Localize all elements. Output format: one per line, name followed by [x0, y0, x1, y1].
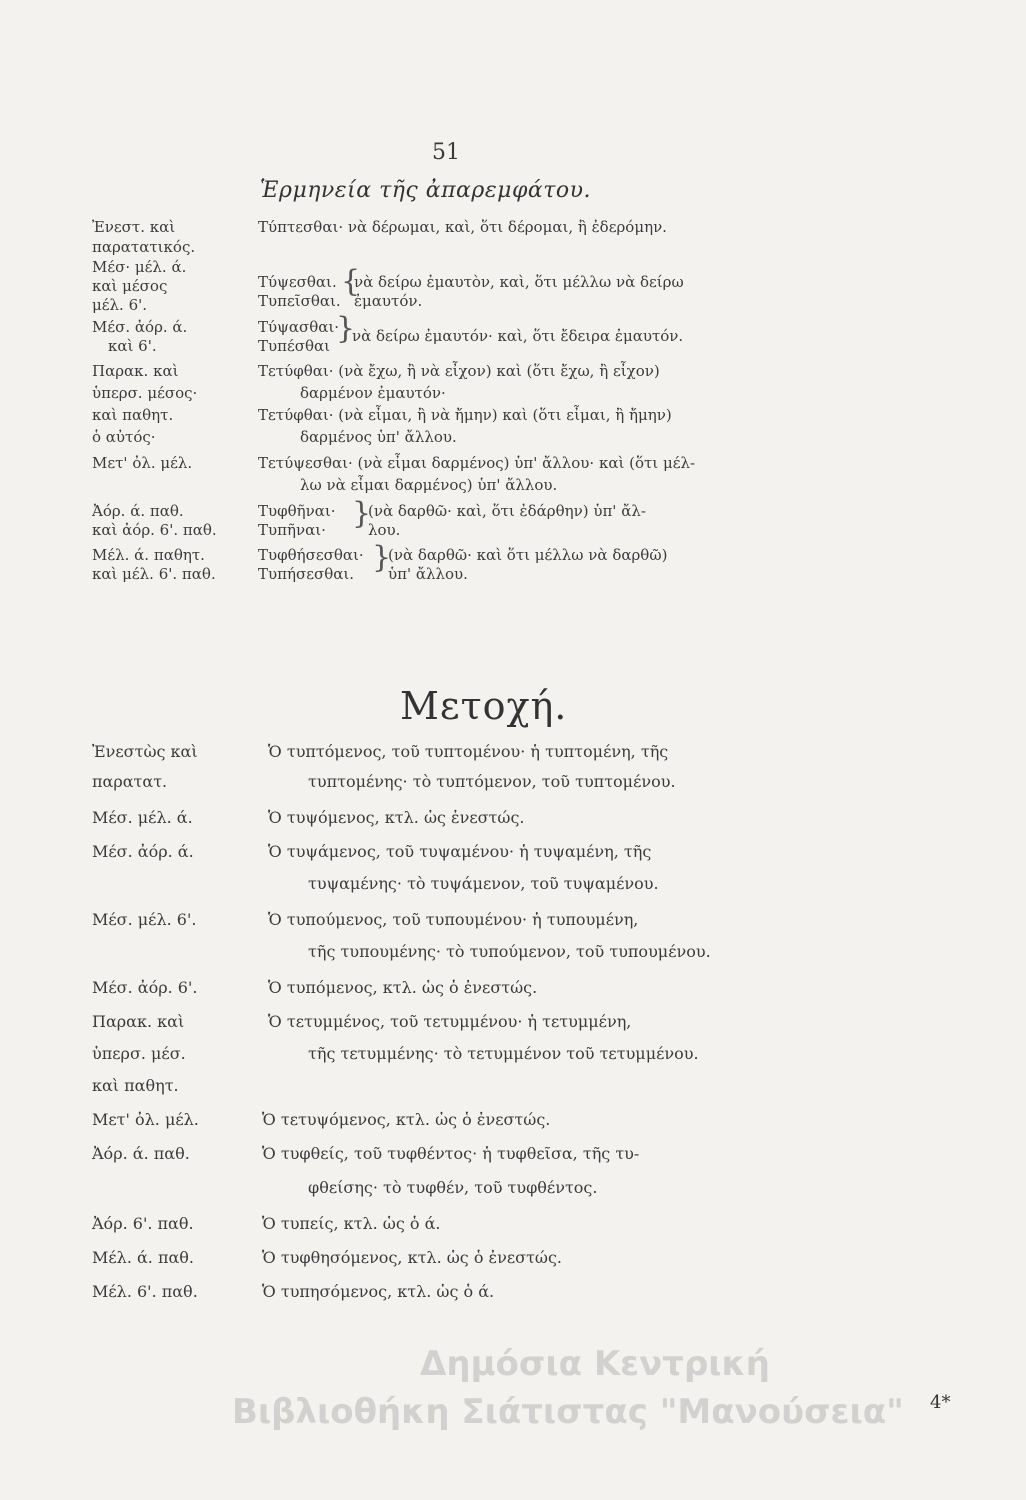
row-label: ὑπερσ. μέσος·: [92, 384, 198, 402]
brace-mark: }: [372, 540, 392, 575]
row-label: Μέσ· μέλ. ά.: [92, 258, 187, 276]
row-label: Ἐνεστὼς καὶ: [92, 742, 198, 761]
row-text: Ὁ τυφθείς, τοῦ τυφθέντος· ἡ τυφθεῖσα, τῆς τυ-: [262, 1144, 640, 1163]
row-label: Μέσ. ἀόρ. ά.: [92, 318, 188, 336]
row-label: καὶ μέσος: [92, 277, 168, 295]
row-text: Τύπτεσθαι· νὰ δέρωμαι, καὶ, ὅτι δέρομαι, ἢ ἐδερόμην.: [258, 218, 667, 236]
row-text: λου.: [368, 521, 401, 539]
row-text: Ὁ τυπτόμενος, τοῦ τυπτομένου· ἡ τυπτομένη, τῆς: [268, 742, 669, 761]
row-label: μέλ. 6'.: [92, 296, 147, 314]
row-label: καὶ ἀόρ. 6'. παθ.: [92, 521, 217, 539]
row-text: τυψαμένης· τὸ τυψάμενον, τοῦ τυψαμένου.: [308, 874, 659, 893]
section-title: Ἑρμηνεία τῆς ἀπαρεμφάτου.: [260, 178, 591, 203]
row-label: ὁ αὐτός·: [92, 428, 156, 446]
row-label: Μετ' ὀλ. μέλ.: [92, 1110, 199, 1129]
row-label: Μέσ. ἀόρ. ά.: [92, 842, 194, 861]
row-label: Μέλ. ά. παθ.: [92, 1248, 194, 1267]
row-label: Μέσ. μέλ. 6'.: [92, 910, 197, 929]
brace-mark: }: [336, 311, 356, 346]
row-label: Μετ' ὀλ. μέλ.: [92, 454, 193, 472]
library-watermark-line2: Βιβλιοθήκη Σιάτιστας "Μανούσεια": [232, 1392, 904, 1432]
row-text: νὰ δείρω ἐμαυτόν· καὶ, ὅτι ἔδειρα ἐμαυτόν.: [352, 327, 684, 345]
row-text: Τετύψεσθαι· (νὰ εἶμαι δαρμένος) ὑπ' ἄλλου· καὶ (ὅτι μέλ-: [258, 454, 696, 472]
verb-form: Τύψασθαι·: [258, 318, 340, 336]
row-label: Παρακ. καὶ: [92, 362, 179, 380]
row-text: τυπτομένης· τὸ τυπτόμενον, τοῦ τυπτομένου.: [308, 772, 676, 791]
row-text: Ὁ τυπησόμενος, κτλ. ὡς ὁ ά.: [262, 1282, 495, 1301]
row-label: Μέσ. μέλ. ά.: [92, 808, 193, 827]
row-label: καὶ παθητ.: [92, 1076, 179, 1095]
verb-form: Τυπῆναι·: [258, 521, 326, 539]
row-label: Παρακ. καὶ: [92, 1012, 185, 1031]
verb-form: Τυπέσθαι: [258, 337, 331, 355]
row-text: Ὁ τυφθησόμενος, κτλ. ὡς ὁ ἐνεστώς.: [262, 1248, 563, 1267]
participle-title: Μετοχή.: [400, 684, 568, 728]
row-text: ὑπ' ἄλλου.: [388, 565, 468, 583]
row-label: παρατατικός.: [92, 238, 196, 256]
row-text: τῆς τυπουμένης· τὸ τυπούμενον, τοῦ τυπουμένου.: [308, 942, 711, 961]
row-label: καὶ μέλ. 6'. παθ.: [92, 565, 216, 583]
row-text: τῆς τετυμμένης· τὸ τετυμμένον τοῦ τετυμμένου.: [308, 1044, 699, 1063]
page-number: 51: [432, 140, 460, 165]
row-text: Ὁ τυψόμενος, κτλ. ὡς ἐνεστώς.: [268, 808, 525, 827]
verb-form: Τυφθῆναι·: [258, 502, 336, 520]
row-text: Ὁ τετυψόμενος, κτλ. ὡς ὁ ἐνεστώς.: [262, 1110, 551, 1129]
row-label: ὑπερσ. μέσ.: [92, 1044, 186, 1063]
row-label: Μέσ. ἀόρ. 6'.: [92, 978, 198, 997]
row-text: ἐμαυτόν.: [354, 292, 423, 310]
row-text: Τετύφθαι· (νὰ ἔχω, ἢ νὰ εἶχον) καὶ (ὅτι ἔχω, ἢ εἶχον): [258, 362, 660, 380]
row-text: δαρμένος ὑπ' ἄλλου.: [300, 428, 457, 446]
row-text: Ὁ τυπείς, κτλ. ὡς ὁ ά.: [262, 1214, 441, 1233]
verb-form: Τυπεῖσθαι.: [258, 292, 341, 310]
row-label: Ἀόρ. ά. παθ.: [92, 502, 184, 520]
brace-mark: }: [352, 496, 372, 531]
row-label: Ἀόρ. ά. παθ.: [92, 1144, 190, 1163]
library-watermark-line1: Δημόσια Κεντρική: [420, 1344, 770, 1384]
row-text: Ὁ τυπούμενος, τοῦ τυπουμένου· ἡ τυπουμένη,: [268, 910, 639, 929]
row-text: λω νὰ εἶμαι δαρμένος) ὑπ' ἄλλου.: [300, 476, 558, 494]
row-text: Ὁ τυψάμενος, τοῦ τυψαμένου· ἡ τυψαμένη, τῆς: [268, 842, 652, 861]
brace-mark: {: [341, 264, 361, 299]
row-label: Ἐνεστ. καὶ: [92, 218, 176, 236]
row-text: (νὰ δαρθῶ· καὶ ὅτι μέλλω νὰ δαρθῶ): [388, 546, 668, 564]
row-text: (νὰ δαρθῶ· καὶ, ὅτι ἐδάρθην) ὑπ' ἄλ-: [368, 502, 646, 520]
row-text: Ὁ τετυμμένος, τοῦ τετυμμένου· ἡ τετυμμένη,: [268, 1012, 632, 1031]
verb-form: Τύψεσθαι.: [258, 273, 337, 291]
row-label: καὶ παθητ.: [92, 406, 174, 424]
row-label: Μέλ. ά. παθητ.: [92, 546, 205, 564]
verb-form: Τυπήσεσθαι.: [258, 565, 355, 583]
row-label: Μέλ. 6'. παθ.: [92, 1282, 198, 1301]
row-text: δαρμένον ἐμαυτόν·: [300, 384, 446, 402]
row-text: νὰ δείρω ἐμαυτὸν, καὶ, ὅτι μέλλω νὰ δείρω: [354, 273, 684, 291]
signature-mark: 4*: [930, 1392, 951, 1413]
row-label: καὶ 6'.: [108, 337, 157, 355]
row-label: παρατατ.: [92, 772, 168, 791]
row-label: Ἀόρ. 6'. παθ.: [92, 1214, 194, 1233]
row-text: Ὁ τυπόμενος, κτλ. ὡς ὁ ἐνεστώς.: [268, 978, 538, 997]
row-text: φθείσης· τὸ τυφθέν, τοῦ τυφθέντος.: [308, 1178, 598, 1197]
row-text: Τετύφθαι· (νὰ εἶμαι, ἢ νὰ ἤμην) καὶ (ὅτι εἶμαι, ἢ ἤμην): [258, 406, 672, 424]
verb-form: Τυφθήσεσθαι·: [258, 546, 364, 564]
